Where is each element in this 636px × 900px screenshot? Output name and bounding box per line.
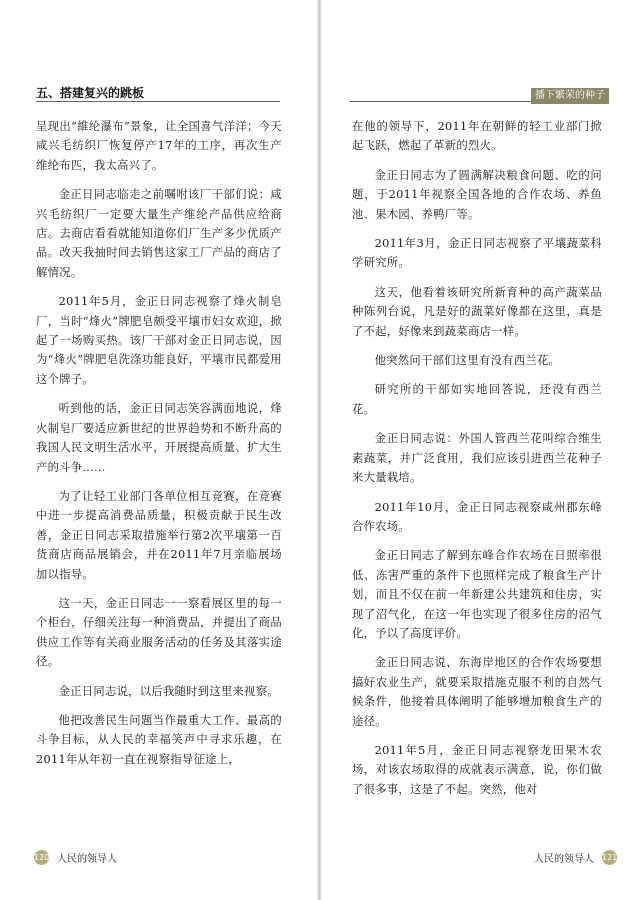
right-body-text (352, 117, 602, 809)
right-page (322, 0, 636, 900)
paragraph: 他突然问干部们这里有没有西兰花。 (374, 354, 561, 368)
paragraph: 金正日同志了解到东峰合作农场在日照率很低、冻害严重的条件下也照样完成了粮食生产计划，而且不仅在前一年新建公共建筑和住房，实现了沼气化，在这一年也实现了很多住房的沼气化，予以了高度评价。 (352, 549, 602, 640)
paragraph: 2011年3月，金正日同志视察了平壤蔬菜科学研究所。 (352, 237, 602, 270)
header-rule (36, 101, 280, 102)
paragraph: 2011年5月，金正日同志视察了烽火制皂厂，当时“烽火”牌肥皂颇受平壤市妇女欢迎，掀起了一场购买热。该厂干部对金正日同志说，因为“烽火”牌肥皂洗涤功能良好，平壤市民都爱用这个牌子。 (36, 295, 282, 386)
page-number-badge: 121 (602, 850, 617, 865)
paragraph: 听到他的话，金正日同志笑容满面地说，烽火制皂厂要适应新世纪的世界趋势和不断升高的我国人民文明生活水平，开展提高质量、扩大生产的斗争…… (36, 402, 282, 474)
left-page (0, 0, 316, 900)
paragraph: 金正日同志说，以后我随时到这里来视察。 (58, 684, 279, 698)
page-number-badge: 120 (34, 850, 49, 865)
paragraph: 金正日同志说，东海岸地区的合作农场要想搞好农业生产，就要采取措施克服不利的自然气候条件，他接着具体阐明了能够增加粮食生产的途径。 (352, 656, 602, 728)
paragraph: 2011年5月，金正日同志视察龙田果木农场，对该农场取得的成就表示满意，说，你们做了很多事，这是了不起。突然，他对 (352, 743, 602, 796)
left-footer (34, 850, 117, 865)
paragraph: 金正日同志为了圆满解决粮食问题、吃的问题，于2011年视察全国各地的合作农场、养鱼池、果木园、养鸭厂等。 (352, 168, 602, 221)
section-tag: 播下繁荣的种子 (531, 88, 609, 104)
paragraph: 呈现出“維纶瀑布”景象，让全国喜气洋洋；今天咸兴毛纺织厂恢复停产17年的工序，再次生产维纶布匹，我太高兴了。 (36, 120, 282, 172)
chapter-title: 五、搭建复兴的跳板 (36, 86, 145, 100)
paragraph: 金正日同志说：外国人管西兰花叫综合维生素蔬菜，并广泛食用，我们应该引进西兰花种子来大量栽培。 (352, 432, 602, 485)
paragraph: 在他的领导下，2011年在朝鲜的轻工业部门掀起飞跃，燃起了革新的烈火。 (352, 120, 602, 153)
footer-book-title: 人民的领导人 (534, 854, 594, 865)
paragraph: 他把改善民生问题当作最重大工作、最高的斗争目标，从人民的幸福笑声中寻求乐趣，在2011年从年初一直在视察指导征途上， (36, 713, 282, 766)
paragraph: 研究所的干部如实地回答说，还没有西兰花。 (352, 383, 602, 416)
paragraph: 金正日同志临走之前嘱咐该厂干部们说：咸兴毛纺织厂一定要大量生产维纶产品供应给商店。去商店看看就能知道你们厂生产多少优质产品。改天我抽时间去销售这家工厂产品的商店了解情况。 (36, 188, 282, 279)
paragraph: 2011年10月，金正日同志视察咸州郡东峰合作农场。 (352, 500, 602, 533)
paragraph: 这天，他看着该研究所新育种的高产蔬菜品种陈列台说，凡是好的蔬菜好像都在这里，真是了不起，好像来到蔬菜商店一样。 (352, 285, 602, 338)
paragraph: 为了让轻工业部门各单位相互竞赛，在竞赛中进一步提高消费品质量，积极贡献于民生改善，金正日同志采取措施举行第2次平壤第一百货商店商品展销会，并在2011年7月亲临展场加以指导。 (36, 489, 282, 581)
left-body-text (36, 117, 282, 779)
header-rule (350, 101, 550, 102)
footer-book-title: 人民的领导人 (57, 854, 117, 865)
right-footer (534, 850, 617, 865)
paragraph: 这一天，金正日同志一一察看展区里的每一个柜台，仔细关注每一种消费品，并提出了商品供应工作等有关商业服务活动的任务及其落实途径。 (36, 596, 282, 669)
